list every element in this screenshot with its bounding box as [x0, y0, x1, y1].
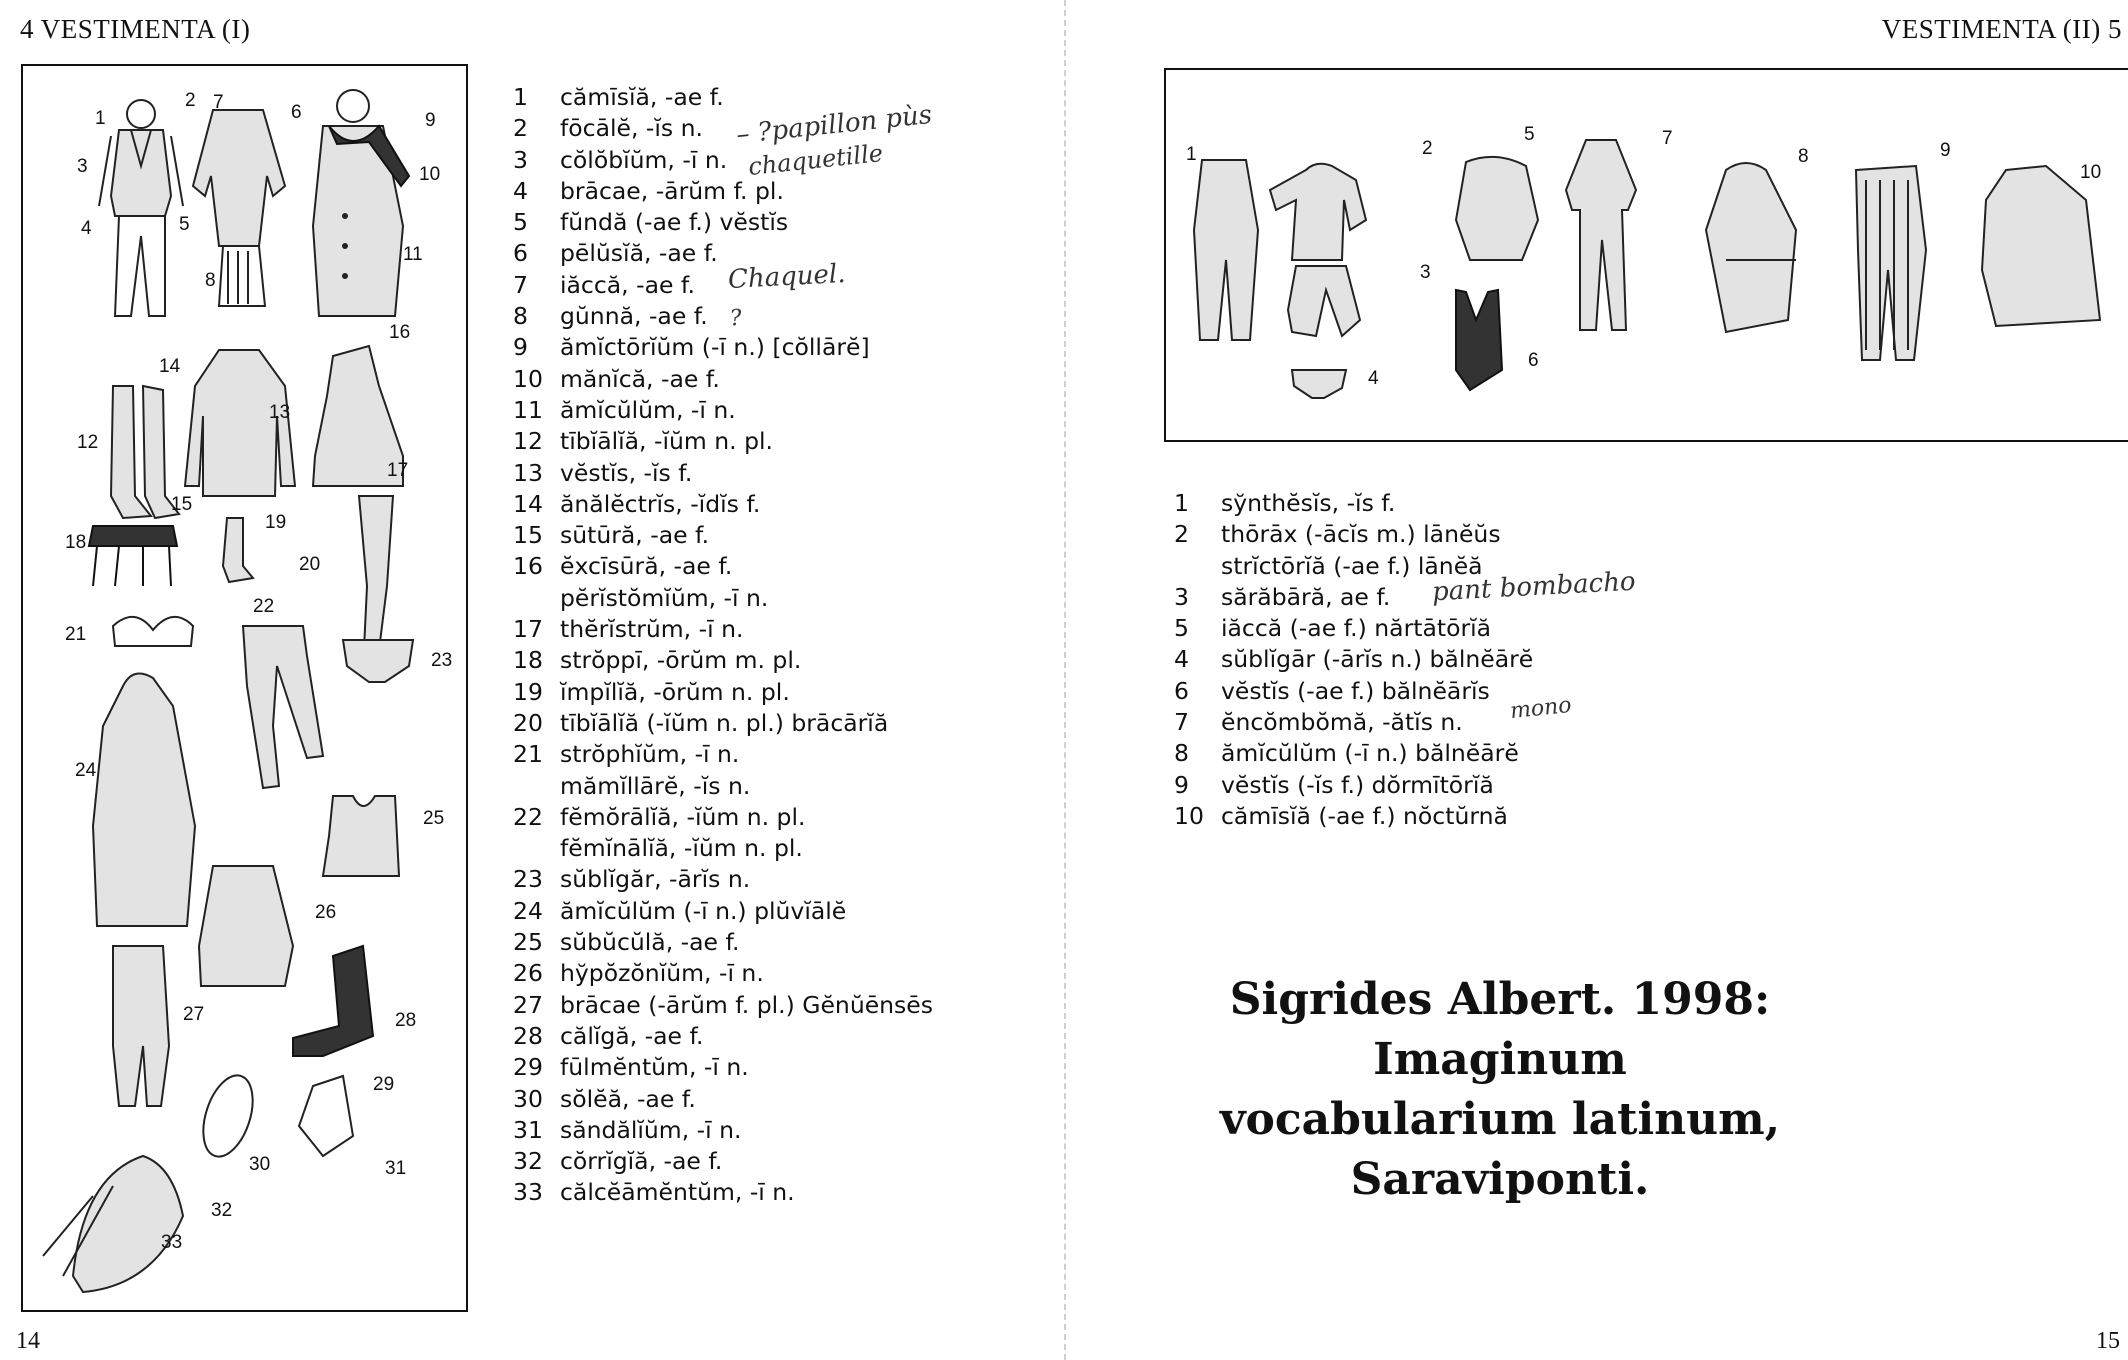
svg-text:4: 4	[1368, 368, 1379, 389]
svg-text:1: 1	[1186, 144, 1197, 165]
entry-term: sărăbāră, ae f.	[1221, 582, 1391, 611]
svg-text:21: 21	[65, 624, 87, 645]
vocabulary-entry	[513, 520, 1033, 551]
svg-text:13: 13	[269, 402, 291, 423]
entry-term: sўnthĕsĭs, -ĭs f.	[1221, 489, 1396, 517]
svg-text:3: 3	[77, 156, 88, 177]
vocabulary-entry	[513, 207, 1033, 238]
coat-dress-drawing	[185, 350, 295, 496]
book-citation	[1110, 970, 1890, 1210]
entry-term: fĕmĭnālĭă, -ĭŭm n. pl.	[560, 834, 803, 863]
entry-term: săndălĭŭm, -ī n.	[560, 1115, 742, 1144]
vocabulary-entry	[1174, 676, 1654, 707]
vocabulary-entry	[513, 395, 1033, 426]
vocabulary-entry	[513, 990, 1033, 1021]
entry-term: fūlmĕntŭm, -ī n.	[560, 1053, 749, 1082]
entry-number: 15	[513, 521, 543, 550]
vocabulary-entry	[513, 1146, 1033, 1177]
jeans-drawing	[113, 946, 169, 1106]
svg-text:25: 25	[423, 808, 445, 829]
entry-term: fĕmŏrālĭă, -ĭŭm n. pl.	[560, 802, 806, 831]
left-vocabulary-list	[513, 82, 1033, 1209]
entry-number: 23	[513, 865, 543, 894]
entry-number: 24	[513, 896, 543, 925]
entry-term: strŏppī, -ōrŭm m. pl.	[560, 646, 802, 675]
entry-number: 22	[513, 802, 543, 831]
boot-drawing	[293, 946, 373, 1056]
long-stockings-drawing	[111, 386, 179, 518]
entry-number: 8	[513, 302, 528, 331]
svg-text:3: 3	[1420, 262, 1431, 283]
bathrobe-drawing	[1706, 163, 1796, 332]
entry-term: iăccă (-ae f.) nărtātōrĭă	[1221, 614, 1492, 643]
svg-text:4: 4	[81, 218, 92, 239]
svg-text:24: 24	[75, 760, 97, 781]
vocabulary-entry	[513, 426, 1033, 457]
vocabulary-entry	[1174, 801, 1654, 832]
citation-line: Sigrides Albert. 1998: Imaginum	[1229, 974, 1771, 1085]
entry-term: ămĭcŭlŭm (-ī n.) bălnĕārĕ	[1221, 739, 1519, 768]
entry-number: 33	[513, 1178, 543, 1207]
handwritten-note: chaquetille	[746, 139, 885, 181]
entry-number: 26	[513, 959, 543, 988]
entry-term: sūtūră, -ae f.	[560, 521, 710, 550]
entry-number: 9	[1174, 770, 1189, 799]
vocabulary-entry	[1174, 707, 1654, 738]
vocabulary-entry	[513, 1177, 1033, 1208]
svg-text:5: 5	[1524, 124, 1535, 145]
entry-number: 28	[513, 1021, 543, 1050]
entry-number: 18	[513, 646, 543, 675]
vocabulary-entry	[513, 708, 1033, 739]
vocabulary-entry	[513, 176, 1033, 207]
svg-text:19: 19	[265, 512, 287, 533]
entry-number: 8	[1174, 739, 1189, 768]
entry-term: strŏphĭŭm, -ī n.	[560, 740, 740, 769]
entry-term: ămĭcŭlŭm, -ī n.	[560, 395, 736, 424]
swim-briefs-drawing	[1292, 370, 1346, 398]
entry-term: brācae, -ārŭm f. pl.	[560, 176, 784, 205]
svg-text:2: 2	[1422, 138, 1433, 159]
vocabulary-entry	[513, 1084, 1033, 1115]
entry-number: 10	[513, 364, 543, 393]
laced-shoe-drawing	[73, 1156, 183, 1292]
entry-number: 7	[1174, 708, 1189, 737]
vocabulary-entry	[513, 458, 1033, 489]
entry-term: cŏrrĭgĭă, -ae f.	[560, 1147, 723, 1176]
socks-drawing	[223, 518, 253, 582]
vocabulary-entry	[513, 645, 1033, 676]
vocabulary-entry	[1174, 644, 1654, 675]
entry-term: fōcālĕ, -ĭs n.	[560, 114, 703, 143]
entry-number: 1	[513, 83, 528, 111]
entry-number: 3	[1174, 582, 1189, 611]
entry-number: 17	[513, 615, 543, 644]
overalls-drawing	[1566, 140, 1636, 330]
svg-text:14: 14	[159, 356, 181, 377]
svg-text:6: 6	[291, 102, 302, 123]
vocabulary-entry	[1174, 770, 1654, 801]
left-illustration-panel	[21, 64, 468, 1312]
vocabulary-entry	[513, 1021, 1033, 1052]
left-page-header: 4 VESTIMENTA (I)	[20, 14, 251, 44]
entry-term: vĕstĭs, -ĭs f.	[560, 458, 693, 487]
entry-term: brācae (-ārŭm f. pl.) Gĕnŭēnsēs	[560, 990, 934, 1019]
entry-number: 31	[513, 1115, 543, 1144]
svg-text:33: 33	[161, 1232, 183, 1253]
svg-text:8: 8	[205, 270, 216, 291]
entry-number: 21	[513, 740, 543, 769]
svg-text:15: 15	[171, 494, 193, 515]
entry-term: pēlŭsĭă, -ae f.	[560, 239, 718, 268]
entry-term: hўpŏzŏnĭŭm, -ī n.	[560, 959, 764, 988]
anorak-drawing	[1456, 157, 1538, 260]
entry-number: 5	[513, 208, 528, 237]
svg-text:18: 18	[65, 532, 87, 553]
vocabulary-entry	[1174, 738, 1654, 769]
entry-term: mănĭcă, -ae f.	[560, 364, 720, 393]
vocabulary-entry	[513, 927, 1033, 958]
vocabulary-entry	[513, 301, 1033, 332]
vocabulary-entry	[513, 864, 1033, 895]
vocabulary-entry	[513, 332, 1033, 363]
entry-term: ămĭcŭlŭm (-ī n.) plŭvĭālĕ	[560, 896, 847, 925]
entry-number: 16	[513, 552, 543, 581]
handwritten-note: Chaquel.	[727, 258, 847, 296]
coat-with-scarf-drawing	[313, 90, 409, 316]
handwritten-note: ?	[728, 305, 744, 332]
svg-text:20: 20	[299, 554, 321, 575]
entry-number: 2	[513, 114, 528, 143]
entry-number: 12	[513, 427, 543, 456]
svg-text:2: 2	[185, 90, 196, 111]
entry-term: cămīsĭă (-ae f.) nŏctŭrnă	[1221, 801, 1508, 830]
entry-term: thĕrĭstrŭm, -ī n.	[560, 615, 744, 644]
entry-number: 13	[513, 458, 543, 487]
svg-text:29: 29	[373, 1074, 395, 1095]
clothing-illustrations-left	[23, 66, 468, 1312]
svg-text:16: 16	[389, 322, 411, 343]
right-vocabulary-list	[1174, 488, 1654, 832]
entry-number: 32	[513, 1147, 543, 1176]
vocabulary-entry	[513, 896, 1033, 927]
vocabulary-entry	[513, 958, 1033, 989]
vocabulary-entry	[513, 677, 1033, 708]
sandal-drawing	[299, 1076, 353, 1156]
entry-term: fŭndă (-ae f.) vĕstĭs	[560, 208, 789, 237]
entry-term: thōrāx (-ācĭs m.) lānĕŭs	[1221, 520, 1501, 549]
entry-term: ĕxcīsūră, -ae f.	[560, 552, 733, 581]
vocabulary-entry	[1174, 613, 1654, 644]
svg-text:12: 12	[77, 432, 99, 453]
svg-text:23: 23	[431, 650, 453, 671]
entry-term: vĕstĭs (-ĭs f.) dŏrmītōrĭă	[1221, 770, 1494, 799]
svg-text:1: 1	[95, 108, 106, 129]
suit-drawing	[1194, 160, 1258, 340]
entry-number: 30	[513, 1084, 543, 1113]
svg-text:26: 26	[315, 902, 337, 923]
vocabulary-entry	[513, 82, 1033, 113]
handwritten-note: – ?papillon pùs	[734, 99, 934, 151]
sole-drawing	[194, 1069, 262, 1162]
vocabulary-entry	[513, 802, 1033, 833]
svg-text:27: 27	[183, 1004, 205, 1025]
vocabulary-entry	[513, 1115, 1033, 1146]
svg-text:11: 11	[403, 244, 423, 265]
entry-term: gŭnnă, -ae f.	[560, 302, 708, 331]
svg-text:7: 7	[1662, 128, 1673, 149]
man-in-suit-drawing	[99, 100, 183, 316]
entry-term: tībĭālĭă (-ĭŭm n. pl.) brācārĭă	[560, 708, 889, 737]
entry-term: sŏlĕă, -ae f.	[560, 1084, 696, 1113]
left-page-number: 14	[16, 1328, 40, 1354]
right-illustration-panel	[1164, 68, 2128, 442]
svg-text:10: 10	[2080, 162, 2102, 183]
citation-line: vocabularium latinum, Saraviponti.	[1219, 1094, 1781, 1205]
svg-text:30: 30	[249, 1154, 271, 1175]
entry-number: 4	[513, 176, 528, 205]
vocabulary-entry	[513, 833, 1033, 864]
vocabulary-entry	[513, 614, 1033, 645]
svg-text:22: 22	[253, 596, 275, 617]
entry-number: 29	[513, 1053, 543, 1082]
book-spine-divider	[1064, 0, 1066, 1360]
briefs-drawing	[343, 640, 413, 682]
entry-term: ămĭctōrĭŭm (-ī n.) [cŏllārĕ]	[560, 333, 870, 362]
bra-drawing	[113, 617, 193, 646]
entry-number: 1	[1174, 489, 1189, 517]
long-underwear-drawing	[243, 626, 323, 788]
entry-term: cămīsĭă, -ae f.	[560, 83, 724, 111]
entry-term: sŭblĭgār (-ārĭs n.) bălnĕārĕ	[1221, 645, 1534, 674]
entry-term: ĭmpĭlĭă, -ōrŭm n. pl.	[560, 677, 790, 706]
vocabulary-entry	[513, 771, 1033, 802]
vocabulary-entry	[513, 551, 1033, 582]
svg-text:31: 31	[385, 1158, 407, 1179]
entry-number: 10	[1174, 801, 1204, 830]
svg-text:9: 9	[425, 110, 436, 131]
entry-number: 19	[513, 677, 543, 706]
entry-term: sŭbŭcŭlă, -ae f.	[560, 928, 740, 957]
handwritten-note: pant bombacho	[1431, 566, 1637, 608]
swimsuit-drawing	[1456, 290, 1502, 390]
entry-term: strĭctōrĭă (-ae f.) lānĕă	[1221, 551, 1483, 580]
vocabulary-entry	[1174, 519, 1654, 550]
entry-number: 7	[513, 270, 528, 299]
entry-number: 20	[513, 708, 543, 737]
entry-number: 6	[1174, 676, 1189, 705]
svg-text:10: 10	[419, 164, 441, 185]
vocabulary-entry	[513, 364, 1033, 395]
slip-drawing	[199, 866, 293, 986]
svg-text:17: 17	[387, 460, 409, 481]
entry-number: 25	[513, 928, 543, 957]
svg-text:8: 8	[1798, 146, 1809, 167]
svg-text:32: 32	[211, 1200, 233, 1221]
entry-number: 9	[513, 333, 528, 362]
svg-text:28: 28	[395, 1010, 417, 1031]
entry-term: călcĕāmĕntŭm, -ī n.	[560, 1178, 795, 1207]
vocabulary-entry	[513, 1052, 1033, 1083]
svg-text:9: 9	[1940, 140, 1951, 161]
track-trousers-drawing	[1288, 266, 1360, 336]
entry-term: mămĭllārĕ, -ĭs n.	[560, 771, 751, 800]
entry-term: vĕstĭs (-ae f.) bălnĕārĭs	[1221, 676, 1490, 705]
garter-belt-drawing	[89, 526, 177, 586]
handwritten-note: mono	[1508, 692, 1573, 725]
entry-term: sŭblĭgăr, -ārĭs n.	[560, 865, 751, 894]
entry-term: ănălĕctrĭs, -ĭdĭs f.	[560, 489, 761, 518]
nightgown-drawing	[1982, 166, 2100, 326]
vocabulary-entry	[513, 489, 1033, 520]
entry-term: cŏlŏbĭŭm, -ī n.	[560, 145, 728, 174]
sweater-drawing	[1270, 164, 1366, 260]
entry-number: 14	[513, 489, 543, 518]
vocabulary-entry	[513, 739, 1033, 770]
entry-term: călĭgă, -ae f.	[560, 1021, 704, 1050]
clothing-illustrations-right	[1166, 70, 2128, 442]
undershirt-drawing	[323, 796, 399, 876]
entry-term: ĕncŏmbŏmă, -ătĭs n.	[1221, 708, 1463, 737]
entry-term: iăccă, -ae f.	[560, 270, 695, 299]
svg-text:5: 5	[179, 214, 190, 235]
entry-number: 2	[1174, 520, 1189, 549]
entry-number: 4	[1174, 645, 1189, 674]
vocabulary-entry	[513, 583, 1033, 614]
svg-text:7: 7	[213, 92, 224, 113]
entry-number: 27	[513, 990, 543, 1019]
entry-number: 5	[1174, 614, 1189, 643]
entry-term: tībĭālĭă, -ĭŭm n. pl.	[560, 427, 774, 456]
right-page-number: 15	[2096, 1328, 2120, 1354]
entry-number: 11	[513, 395, 543, 424]
right-page-header: VESTIMENTA (II) 5	[1881, 14, 2122, 44]
vocabulary-entry	[1174, 488, 1654, 519]
entry-number: 6	[513, 239, 528, 268]
entry-term: pĕrĭstŏmĭŭm, -ī n.	[560, 583, 769, 612]
svg-text:6: 6	[1528, 350, 1539, 371]
entry-number: 3	[513, 145, 528, 174]
raincoat-drawing	[93, 674, 195, 927]
